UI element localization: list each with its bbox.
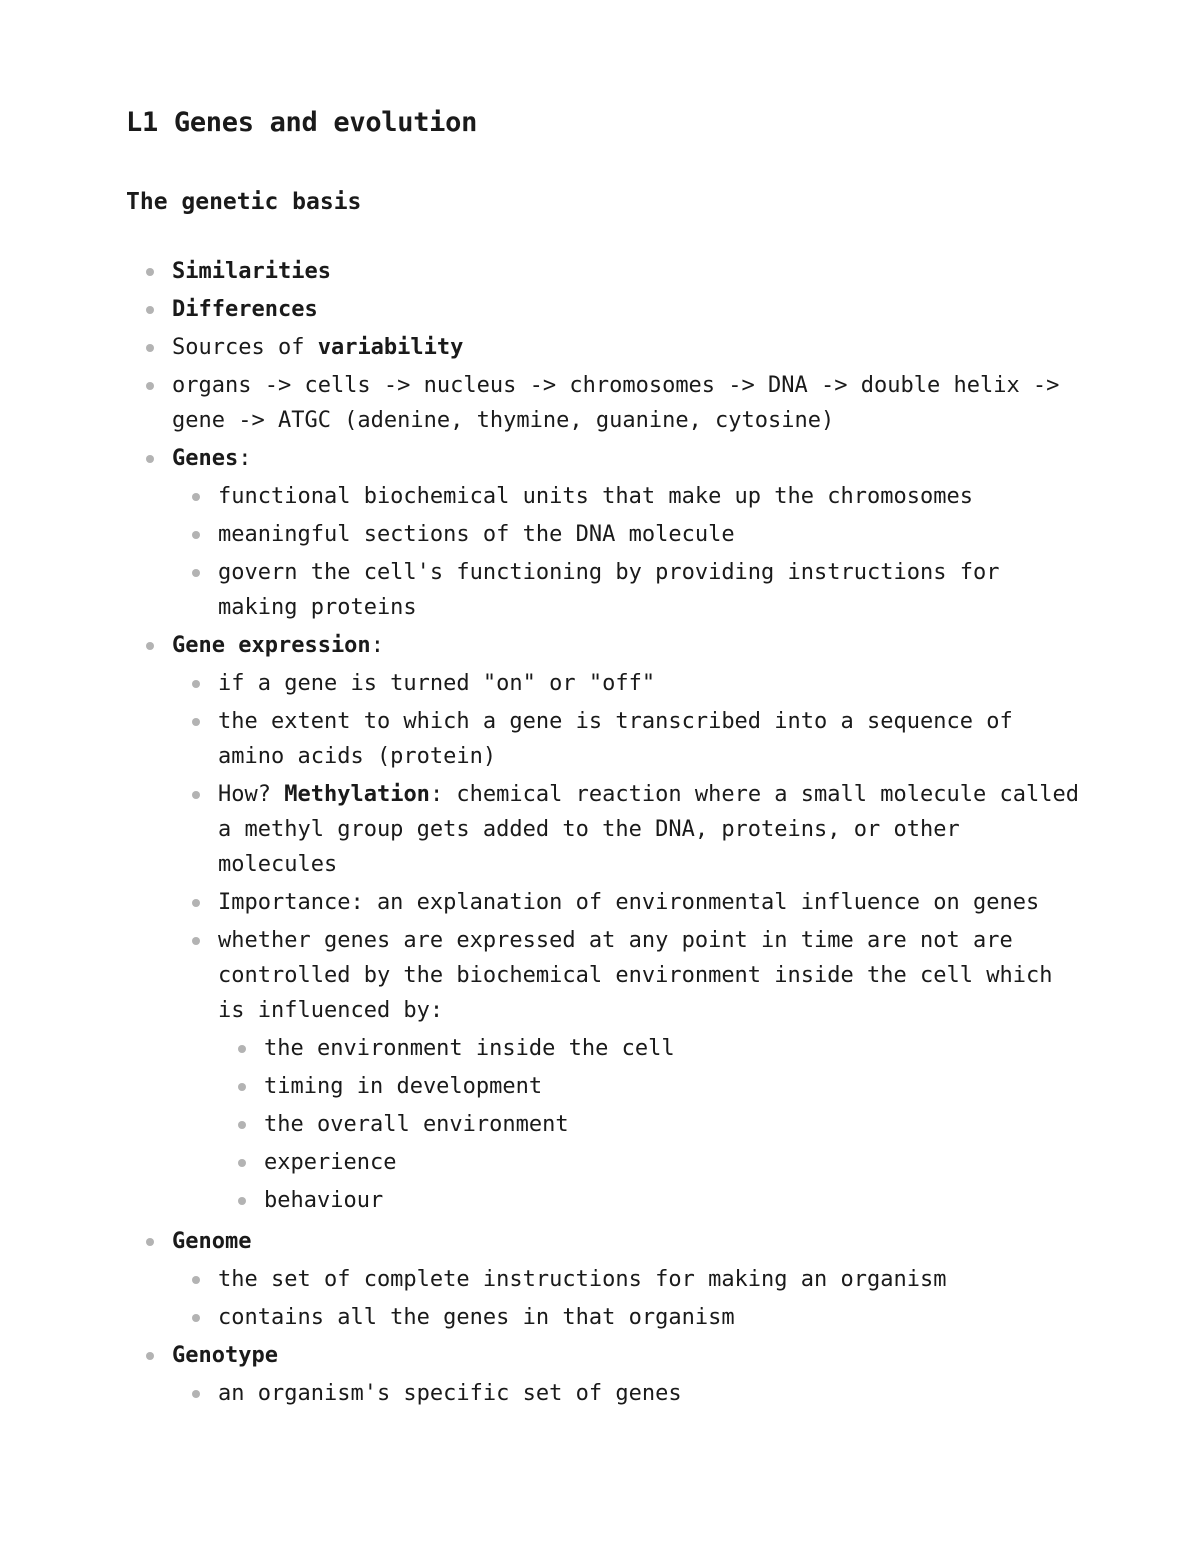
list-item: the set of complete instructions for making an organism — [172, 1262, 1086, 1297]
list-item-genotype: Genotype an organism's specific set of genes — [126, 1338, 1086, 1411]
list-item: behaviour — [218, 1183, 1086, 1218]
list-item-genes: Genes: functional biochemical units that make up the chromosomes meaningful sections of the DNA molecule govern the cell's functioning by providing instructions for making proteins — [126, 441, 1086, 625]
list-item: functional biochemical units that make up the chromosomes — [172, 479, 1086, 514]
list-item-chain: organs -> cells -> nucleus -> chromosomes -> DNA -> double helix -> gene -> ATGC (adenine, thymine, guanine, cytosine) — [126, 368, 1086, 438]
list-item-similarities: Similarities — [126, 254, 1086, 289]
list-item: an organism's specific set of genes — [172, 1376, 1086, 1411]
document-page — [126, 100, 1086, 1414]
genome-sublist — [172, 1262, 1086, 1335]
genes-sublist — [172, 479, 1086, 625]
list-item: meaningful sections of the DNA molecule — [172, 517, 1086, 552]
list-item: the extent to which a gene is transcribed into a sequence of amino acids (protein) — [172, 704, 1086, 774]
list-item-methylation: How? Methylation: chemical reaction where a small molecule called a methyl group gets added to the DNA, proteins, or other molecules — [172, 777, 1086, 882]
section-heading: The genetic basis — [126, 189, 362, 215]
list-item-sources: Sources of variability — [126, 330, 1086, 365]
document-title: L1 Genes and evolution — [126, 107, 478, 138]
main-list — [126, 254, 1086, 1411]
list-item: contains all the genes in that organism — [172, 1300, 1086, 1335]
influences-sublist — [218, 1031, 1086, 1218]
list-item: govern the cell's functioning by providing instructions for making proteins — [172, 555, 1086, 625]
list-item: experience — [218, 1145, 1086, 1180]
list-item: the environment inside the cell — [218, 1031, 1086, 1066]
expression-sublist — [172, 666, 1086, 1218]
list-item: the overall environment — [218, 1107, 1086, 1142]
list-item: if a gene is turned "on" or "off" — [172, 666, 1086, 701]
list-item-differences: Differences — [126, 292, 1086, 327]
list-item-genome: Genome the set of complete instructions for making an organism contains all the genes in that organism — [126, 1224, 1086, 1335]
list-item-influenced-by: whether genes are expressed at any point in time are not are controlled by the biochemical environment inside the cell which is influenced by: the environment inside the cell timing in development the overall environment experience behaviour — [172, 923, 1086, 1218]
list-item: Importance: an explanation of environmental influence on genes — [172, 885, 1086, 920]
list-item-gene-expression: Gene expression: if a gene is turned "on" or "off" the extent to which a gene is transcribed into a sequence of amino acids (protein) How? Methylation: chemical reaction where a small molecule called a methyl group gets added to the DNA, proteins, or other molecules Importance: an explanation of environmental influence on genes whether genes are expressed at any point in time are not are controlled by the biochemical environment inside the cell which is influenced by: the environment inside the cell timing in development the overall environment experience behaviour — [126, 628, 1086, 1218]
genotype-sublist — [172, 1376, 1086, 1411]
list-item: timing in development — [218, 1069, 1086, 1104]
